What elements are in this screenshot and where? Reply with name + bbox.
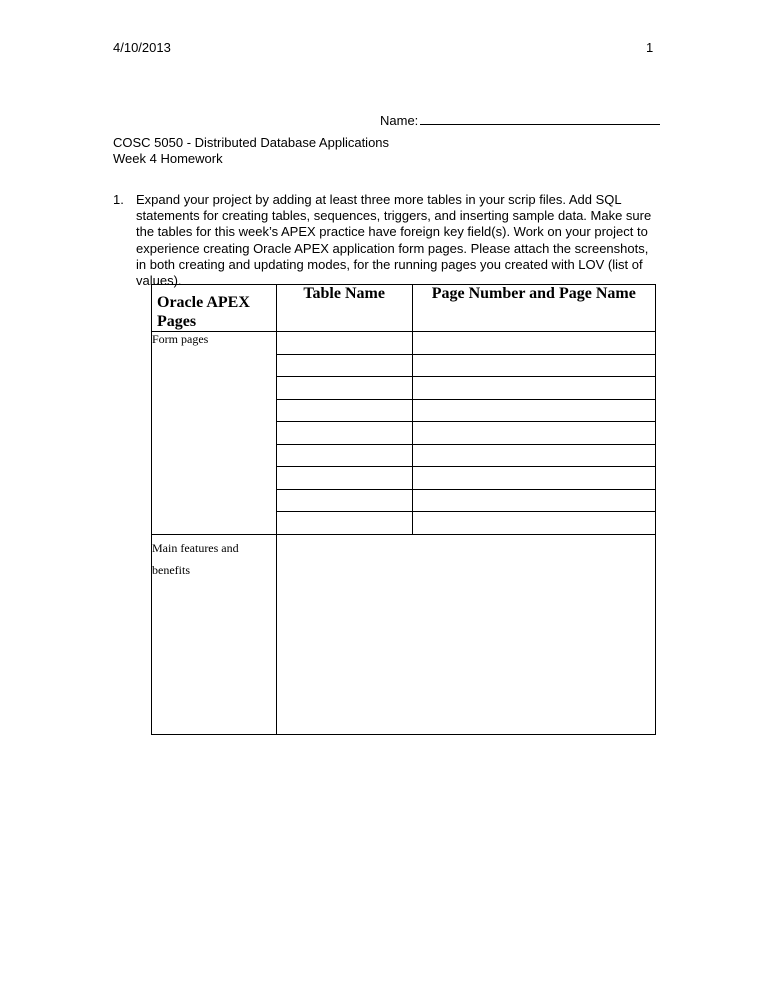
question-text: Expand your project by adding at least three more tables in your scrip files. Add SQL statements for creating tables, sequences, triggers, and inserting sample data. Make sure the tables for this week’s APEX practice have foreign key field(s). Work on your project to experience creating Oracle APEX application form pages. Please attach the screenshots, in both creating and updating modes, for the running pages you created with LOV (list of values). xyxy=(136,192,652,289)
table-name-cell[interactable] xyxy=(276,467,412,490)
page-name-cell[interactable] xyxy=(412,422,656,445)
features-row xyxy=(152,534,656,734)
form-pages-label: Form pages xyxy=(152,332,277,535)
table-name-cell[interactable] xyxy=(276,377,412,400)
assignment-title: Week 4 Homework xyxy=(113,151,223,166)
page-name-cell[interactable] xyxy=(412,377,656,400)
page-name-cell[interactable] xyxy=(412,489,656,512)
course-title: COSC 5050 - Distributed Database Applications xyxy=(113,135,390,150)
table-name-cell[interactable] xyxy=(276,422,412,445)
question-number: 1. xyxy=(113,192,124,207)
page-name-cell[interactable] xyxy=(412,467,656,490)
features-content-cell[interactable] xyxy=(276,534,655,734)
table-header-row xyxy=(152,285,656,332)
table-name-cell[interactable] xyxy=(276,489,412,512)
features-label xyxy=(152,534,277,734)
page-name-cell[interactable] xyxy=(412,354,656,377)
header-oracle-apex-pages: Oracle APEX Pages xyxy=(152,285,277,332)
table-name-cell[interactable] xyxy=(276,512,412,535)
page-name-cell[interactable] xyxy=(412,332,656,355)
table-row xyxy=(152,332,656,355)
table-name-cell[interactable] xyxy=(276,354,412,377)
table-name-cell[interactable] xyxy=(276,444,412,467)
page-name-cell[interactable] xyxy=(412,399,656,422)
table-name-cell[interactable] xyxy=(276,332,412,355)
features-label-line2: benefits xyxy=(152,562,190,577)
header-page-number-name: Page Number and Page Name xyxy=(412,285,656,332)
name-field xyxy=(380,112,660,128)
page-name-cell[interactable] xyxy=(412,444,656,467)
page-number: 1 xyxy=(646,40,654,55)
course-info xyxy=(113,135,389,167)
table-name-cell[interactable] xyxy=(276,399,412,422)
name-blank-line xyxy=(420,112,660,125)
header-date: 4/10/2013 xyxy=(113,40,171,55)
name-label: Name: xyxy=(380,113,419,128)
homework-table xyxy=(151,284,656,735)
header-table-name: Table Name xyxy=(276,285,412,332)
page-name-cell[interactable] xyxy=(412,512,656,535)
features-label-line1: Main features and xyxy=(152,540,239,555)
